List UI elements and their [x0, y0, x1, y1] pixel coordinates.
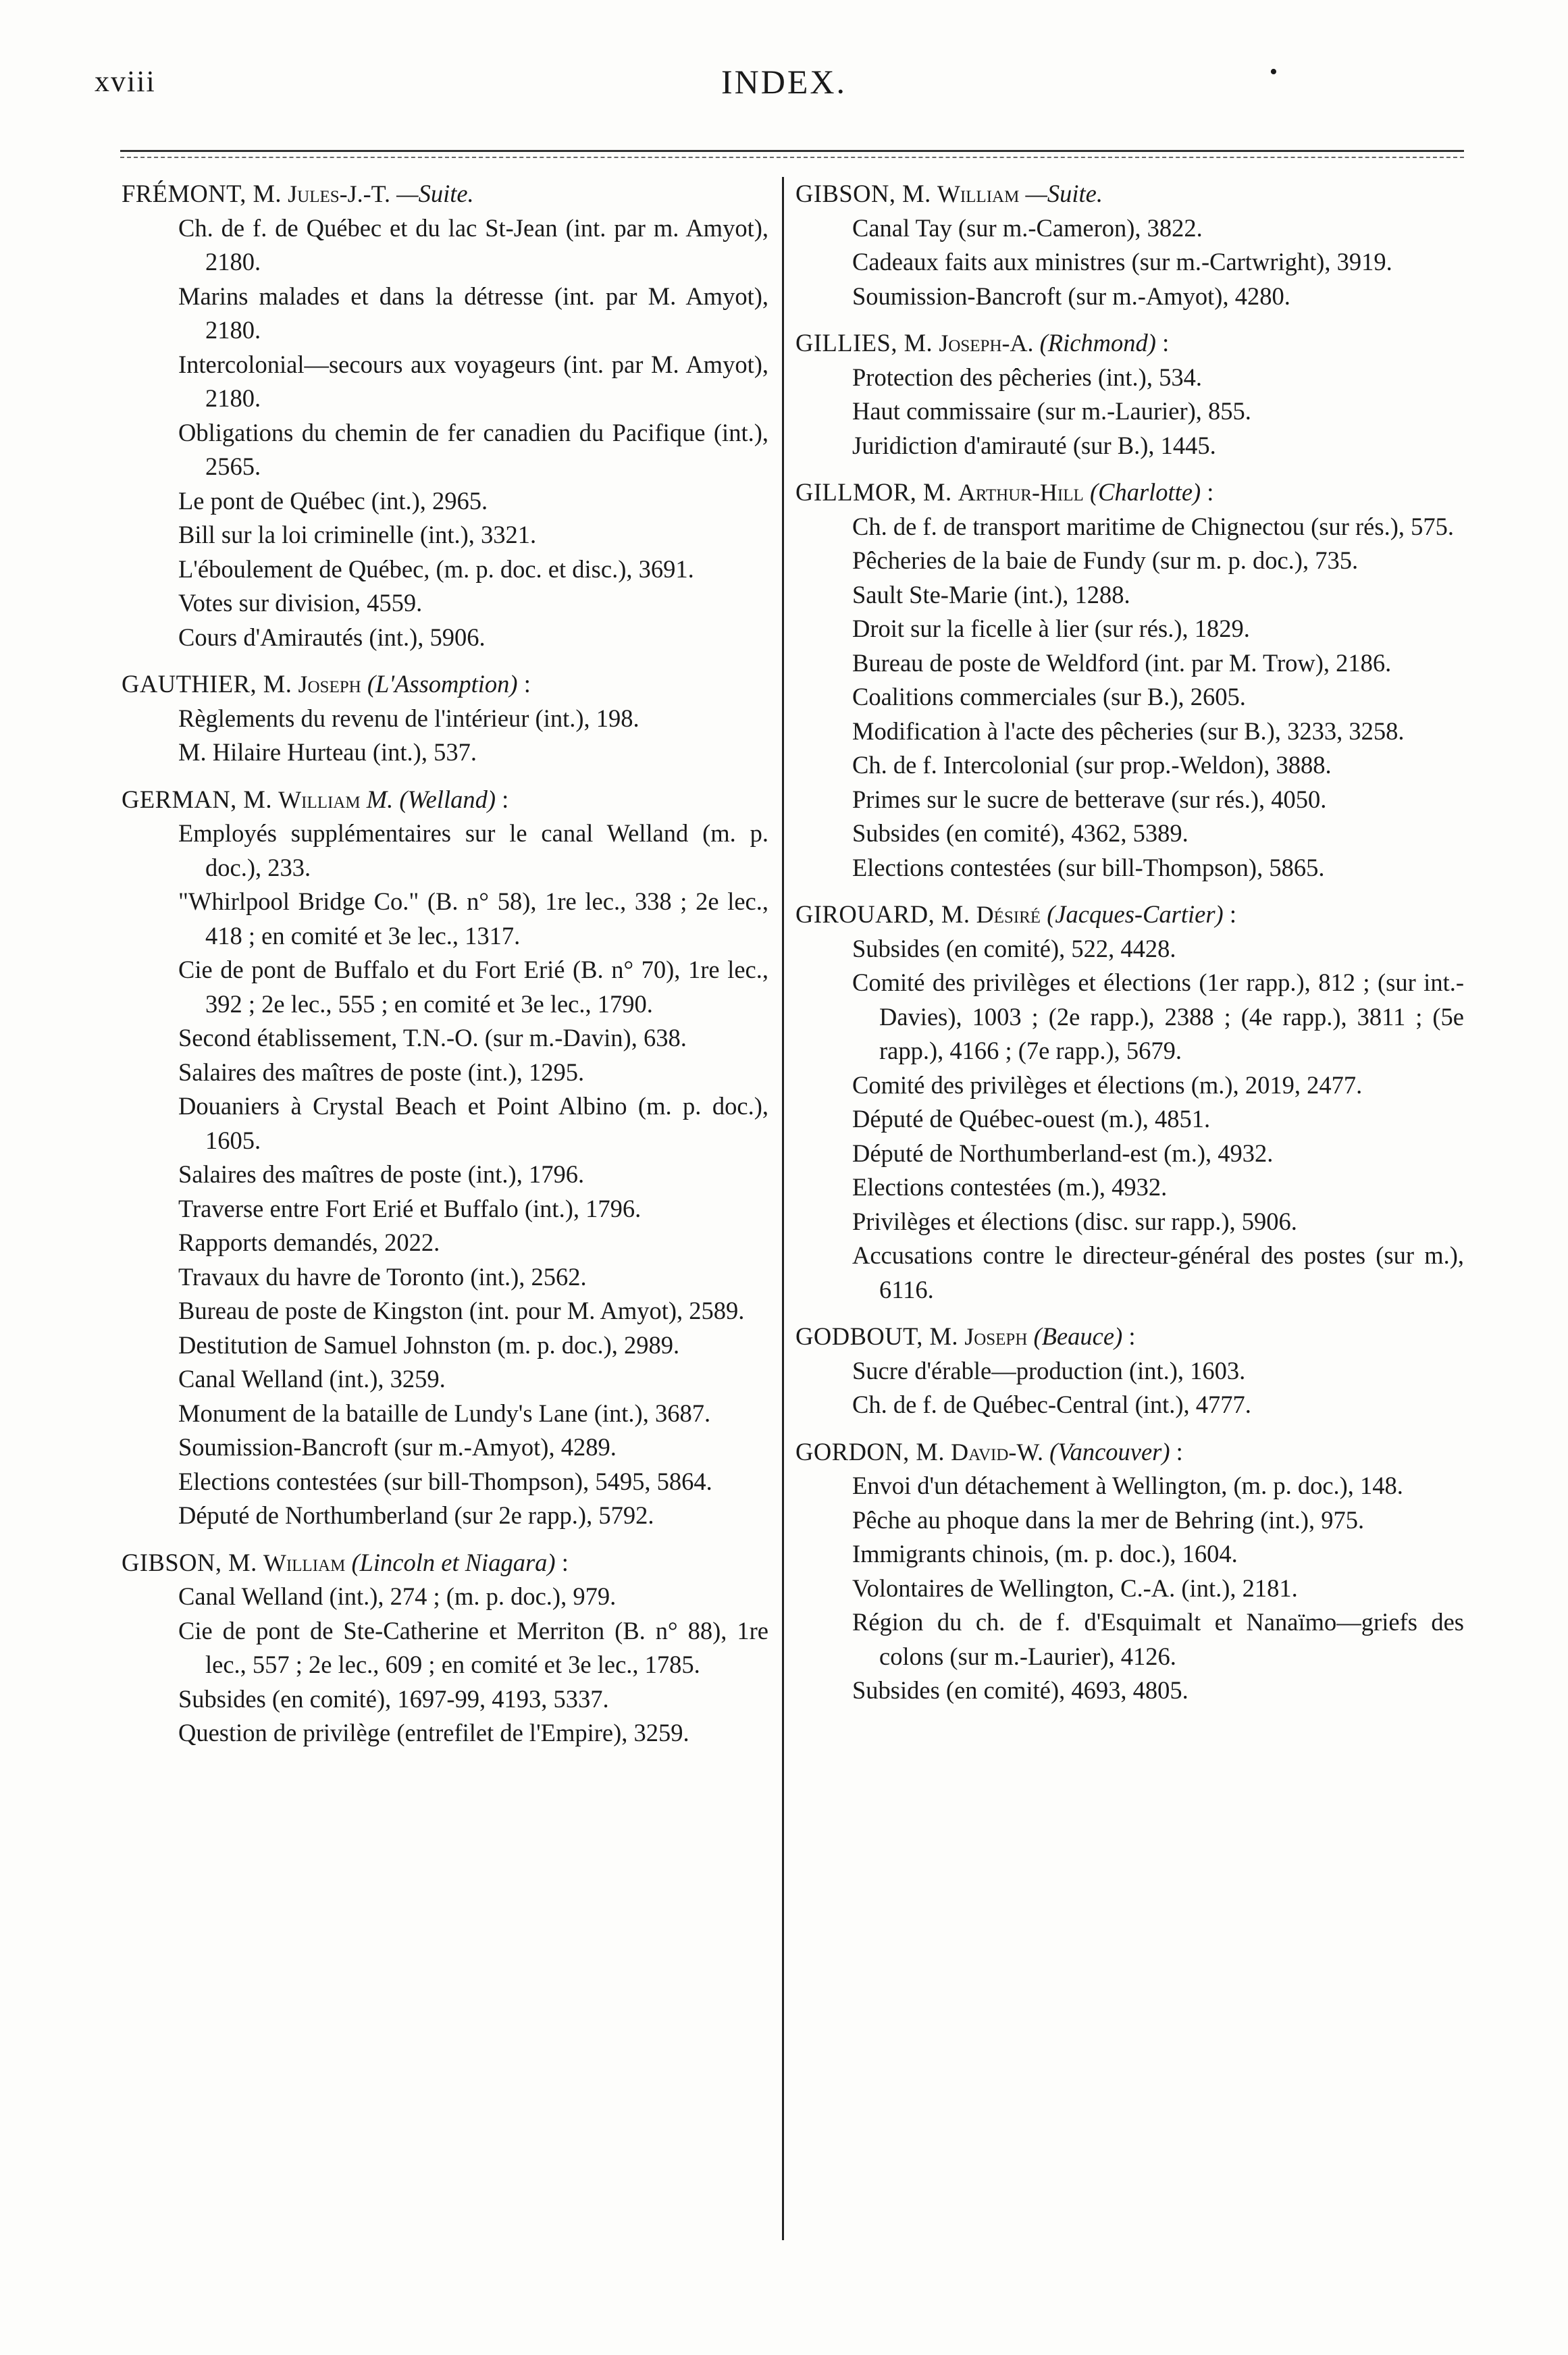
- index-subentry: Travaux du havre de Toronto (int.), 2562.: [178, 1262, 587, 1291]
- member-riding: (Jacques-Cartier): [1047, 900, 1224, 928]
- index-subentry: Pêcheries de la baie de Fundy (sur m. p. doc.), 735.: [852, 546, 1359, 574]
- entry-heading: [795, 1320, 1464, 1354]
- index-subentry: Primes sur le sucre de betterave (sur rés.), 4050.: [852, 785, 1327, 813]
- entry-heading: [122, 783, 768, 817]
- index-subentry: Règlements du revenu de l'intérieur (int.), 198.: [178, 704, 639, 732]
- member-riding: —Suite.: [396, 180, 474, 207]
- index-subentry: Immigrants chinois, (m. p. doc.), 1604.: [852, 1540, 1238, 1568]
- index-subentry: Ch. de f. de Québec et du lac St-Jean (int. par m. Amyot), 2180.: [178, 213, 768, 276]
- print-speck: •: [1270, 59, 1278, 84]
- index-subentry: Intercolonial—secours aux voyageurs (int. par M. Amyot), 2180.: [178, 350, 768, 412]
- index-subentry: Région du ch. de f. d'Esquimalt et Nanaïmo—griefs des colons (sur m.-Laurier), 4126.: [852, 1608, 1464, 1670]
- index-subentry: Salaires des maîtres de poste (int.), 1295.: [178, 1058, 585, 1086]
- member-riding: (L'Assomption): [367, 670, 518, 698]
- member-surname: GIBSON, M.: [122, 1548, 257, 1576]
- index-subentry: Député de Northumberland (sur 2e rapp.), 5792.: [178, 1501, 654, 1529]
- index-subentry: Droit sur la ficelle à lier (sur rés.), 1829.: [852, 615, 1250, 642]
- index-entry: [795, 898, 1464, 1307]
- member-riding: (Richmond): [1039, 329, 1156, 357]
- header-rule: [120, 150, 1464, 152]
- index-subentry: Canal Tay (sur m.-Cameron), 3822.: [852, 213, 1203, 242]
- index-subentry: Elections contestées (sur bill-Thompson), 5865.: [852, 853, 1325, 881]
- index-subentry: Protection des pêcheries (int.), 534.: [852, 363, 1202, 391]
- member-riding: —Suite.: [1025, 180, 1103, 207]
- index-entry: [122, 667, 768, 770]
- index-subentry: Bureau de poste de Kingston (int. pour M. Amyot), 2589.: [178, 1297, 745, 1324]
- heading-colon: :: [561, 1548, 569, 1576]
- index-subentry: Sault Ste-Marie (int.), 1288.: [852, 580, 1130, 609]
- entry-heading: [795, 1435, 1464, 1470]
- index-subentry: Cie de pont de Ste-Catherine et Merriton (B. n° 88), 1re lec., 557 ; 2e lec., 609 ; en comité et 3e lec., 1785.: [178, 1616, 768, 1678]
- member-surname: GAUTHIER, M.: [122, 670, 292, 698]
- member-surname: GERMAN, M.: [122, 785, 273, 813]
- index-subentry: Modification à l'acte des pêcheries (sur B.), 3233, 3258.: [852, 717, 1405, 745]
- index-subentry: Traverse entre Fort Erié et Buffalo (int.), 1796.: [178, 1194, 642, 1222]
- index-subentry: Comité des privilèges et élections (m.), 2019, 2477.: [852, 1070, 1363, 1099]
- member-given-name: Jules-J.-T.: [288, 180, 390, 207]
- index-subentry: Cie de pont de Buffalo et du Fort Erié (B. n° 70), 1re lec., 392 ; 2e lec., 555 ; en comité et 3e lec., 1790.: [178, 956, 768, 1018]
- index-subentry: Soumission-Bancroft (sur m.-Amyot), 4280.: [852, 282, 1290, 310]
- index-subentry: Employés supplémentaires sur le canal Welland (m. p. doc.), 233.: [178, 819, 768, 881]
- index-subentry: L'éboulement de Québec, (m. p. doc. et disc.), 3691.: [178, 554, 694, 583]
- index-subentry: Obligations du chemin de fer canadien du Pacifique (int.), 2565.: [178, 418, 768, 480]
- index-subentry: Canal Welland (int.), 274 ; (m. p. doc.), 979.: [178, 1582, 617, 1610]
- index-subentry: Juridiction d'amirauté (sur B.), 1445.: [852, 431, 1216, 459]
- page-number: xviii: [95, 65, 156, 98]
- index-subentry: Douaniers à Crystal Beach et Point Albino (m. p. doc.), 1605.: [178, 1092, 768, 1154]
- heading-colon: :: [502, 785, 509, 813]
- member-given-name: Joseph: [964, 1323, 1028, 1350]
- index-subentry: Question de privilège (entrefilet de l'Empire), 3259.: [178, 1719, 689, 1746]
- member-riding: (Beauce): [1033, 1322, 1123, 1350]
- member-given-name: Joseph: [298, 671, 361, 698]
- member-given-name: William: [263, 1549, 346, 1576]
- member-surname: GILLMOR, M.: [795, 478, 952, 506]
- heading-colon: :: [1229, 900, 1236, 928]
- left-column: [122, 177, 768, 1763]
- index-subentry: Cadeaux faits aux ministres (sur m.-Cartwright), 3919.: [852, 248, 1392, 276]
- member-surname: GIROUARD, M.: [795, 900, 970, 928]
- member-surname: FRÉMONT, M.: [122, 180, 282, 207]
- entry-heading: [122, 177, 768, 211]
- index-subentry: Coalitions commerciales (sur B.), 2605.: [852, 683, 1246, 710]
- entry-heading: [795, 475, 1464, 510]
- entry-heading: [795, 898, 1464, 932]
- index-subentry: M. Hilaire Hurteau (int.), 537.: [178, 738, 477, 766]
- index-subentry: Envoi d'un détachement à Wellington, (m. p. doc.), 148.: [852, 1472, 1403, 1499]
- index-subentry: Ch. de f. de transport maritime de Chignectou (sur rés.), 575.: [852, 512, 1454, 540]
- index-subentry: Soumission-Bancroft (sur m.-Amyot), 4289.: [178, 1433, 617, 1461]
- right-column: [795, 177, 1464, 1721]
- index-subentry: Ch. de f. de Québec-Central (int.), 4777.: [852, 1391, 1251, 1418]
- index-subentry: Bureau de poste de Weldford (int. par M. Trow), 2186.: [852, 648, 1392, 677]
- index-subentry: Elections contestées (sur bill-Thompson), 5495, 5864.: [178, 1467, 712, 1495]
- index-subentry: Second établissement, T.N.-O. (sur m.-Davin), 638.: [178, 1024, 687, 1052]
- header-rule-dashed: [120, 157, 1464, 158]
- index-subentry: Subsides (en comité), 1697-99, 4193, 5337.: [178, 1684, 609, 1713]
- member-given-name: David-W.: [951, 1438, 1044, 1466]
- member-given-name: Désiré: [976, 901, 1041, 928]
- member-given-name: Joseph-A.: [939, 330, 1034, 357]
- index-subentry: Monument de la bataille de Lundy's Lane (int.), 3687.: [178, 1399, 711, 1427]
- index-subentry: Subsides (en comité), 4362, 5389.: [852, 819, 1188, 847]
- entry-heading: [795, 177, 1464, 211]
- index-entry: [122, 783, 768, 1533]
- index-subentry: Marins malades et dans la détresse (int. par M. Amyot), 2180.: [178, 282, 768, 344]
- member-given-name: William: [278, 785, 361, 813]
- index-subentry: Subsides (en comité), 522, 4428.: [852, 934, 1176, 962]
- entry-heading: [122, 1546, 768, 1580]
- index-subentry: Bill sur la loi criminelle (int.), 3321.: [178, 521, 537, 548]
- index-entry: [795, 326, 1464, 463]
- index-subentry: Destitution de Samuel Johnston (m. p. doc.), 2989.: [178, 1330, 680, 1359]
- index-subentry: Volontaires de Wellington, C.-A. (int.), 2181.: [852, 1574, 1298, 1602]
- index-entry: [795, 475, 1464, 885]
- member-given-name: Arthur-Hill: [958, 479, 1084, 506]
- index-subentry: Privilèges et élections (disc. sur rapp.), 5906.: [852, 1207, 1297, 1235]
- entry-heading: [795, 326, 1464, 361]
- index-entry: [122, 1546, 768, 1751]
- index-subentry: Elections contestées (m.), 4932.: [852, 1173, 1168, 1201]
- index-entry: [795, 177, 1464, 313]
- index-subentry: "Whirlpool Bridge Co." (B. n° 58), 1re lec., 338 ; 2e lec., 418 ; en comité et 3e lec., 1317.: [178, 887, 768, 950]
- index-subentry: Ch. de f. Intercolonial (sur prop.-Weldon), 3888.: [852, 751, 1332, 779]
- page-title: INDEX.: [721, 63, 847, 101]
- index-entry: [795, 1435, 1464, 1708]
- index-subentry: Comité des privilèges et élections (1er rapp.), 812 ; (sur int.-Davies), 1003 ; (2e rapp.), 2388 ; (4e rapp.), 3811 ; (5e rapp.), 4166 ; (7e rapp.), 5679.: [852, 968, 1464, 1064]
- index-subentry: Sucre d'érable—production (int.), 1603.: [852, 1356, 1246, 1384]
- column-divider: [782, 177, 784, 2240]
- index-subentry: Haut commissaire (sur m.-Laurier), 855.: [852, 397, 1251, 425]
- index-subentry: Salaires des maîtres de poste (int.), 1796.: [178, 1160, 585, 1188]
- member-surname: GODBOUT, M.: [795, 1322, 959, 1350]
- member-surname: GIBSON, M.: [795, 180, 931, 207]
- member-riding: (Lincoln et Niagara): [351, 1548, 556, 1576]
- index-subentry: Accusations contre le directeur-général des postes (sur m.), 6116.: [852, 1241, 1464, 1303]
- index-subentry: Rapports demandés, 2022.: [178, 1228, 440, 1256]
- index-subentry: Député de Northumberland-est (m.), 4932.: [852, 1139, 1274, 1167]
- index-subentry: Le pont de Québec (int.), 2965.: [178, 486, 488, 515]
- heading-colon: :: [523, 670, 531, 698]
- member-riding: (Vancouver): [1049, 1437, 1170, 1466]
- index-subentry: Cours d'Amirautés (int.), 5906.: [178, 623, 486, 651]
- index-subentry: Subsides (en comité), 4693, 4805.: [852, 1676, 1188, 1704]
- index-subentry: Votes sur division, 4559.: [178, 589, 423, 617]
- heading-colon: :: [1176, 1437, 1183, 1466]
- index-entry: [122, 177, 768, 654]
- member-surname: GORDON, M.: [795, 1437, 945, 1466]
- entry-heading: [122, 667, 768, 702]
- member-given-name: William: [937, 180, 1020, 207]
- heading-colon: :: [1207, 478, 1214, 506]
- member-riding: M. (Welland): [366, 785, 496, 813]
- member-surname: GILLIES, M.: [795, 329, 933, 357]
- index-subentry: Pêche au phoque dans la mer de Behring (int.), 975.: [852, 1505, 1365, 1534]
- member-riding: (Charlotte): [1089, 478, 1201, 506]
- heading-colon: :: [1162, 329, 1170, 357]
- heading-colon: :: [1128, 1322, 1136, 1350]
- index-entry: [795, 1320, 1464, 1422]
- index-subentry: Député de Québec-ouest (m.), 4851.: [852, 1105, 1211, 1133]
- index-subentry: Canal Welland (int.), 3259.: [178, 1365, 446, 1393]
